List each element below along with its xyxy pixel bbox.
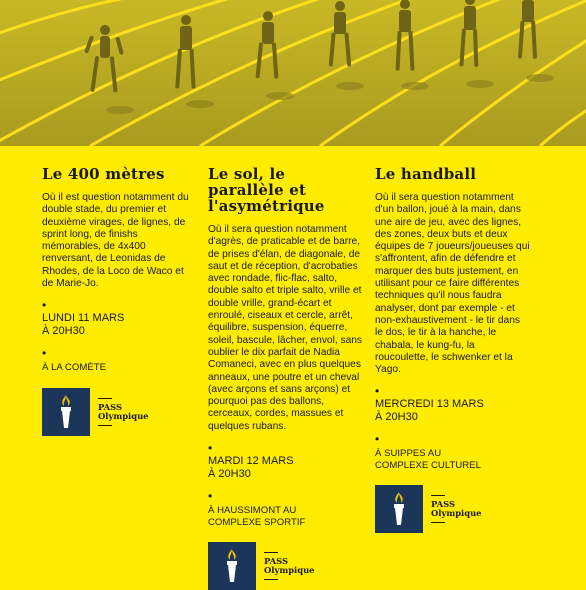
event-time: À 20H30	[375, 411, 418, 424]
event-description: Où il est question notamment du double stade, du premier et deuxième virages, de lignes, de sprint long, de finishs mémorables, de 4x400 renversant, de Leonidas de Rhodes, de la Loco de Waco et de Marie-Jo.	[42, 192, 189, 290]
event-title: Le 400 mètres	[42, 165, 165, 183]
event-column-gymnastics	[208, 166, 364, 590]
event-place: À LA COMÈTE	[42, 362, 106, 374]
event-title: Le sol, le parallèle et l'asymétrique	[208, 165, 325, 215]
event-column-handball	[375, 166, 530, 533]
bullet: •	[375, 384, 380, 399]
runners-photo-icon	[0, 0, 586, 146]
bullet: •	[42, 298, 47, 313]
event-place: À HAUSSIMONT AU COMPLEXE SPORTIF	[208, 505, 306, 528]
event-title: Le handball	[375, 165, 477, 183]
event-description: Où il sera question notamment d'un ballon, joué à la main, dans une aire de jeu, avec des lignes, des zones, deux buts et deux équipes de 7 joueurs/joueuses qui s'affrontent, afin de défendre et marquer des buts justement, en utilisant pour ce faire différentes techniques qu'il nous faudra analyser, dont par exemple - et non-exhaustivement - le tir dans le dos, le tir à la hanche, le chabala, le kung-fu, la roucoulette, le schwenker et la Yago.	[375, 192, 530, 376]
torch-icon	[208, 542, 256, 590]
event-column-400m	[42, 166, 196, 436]
hero-image	[0, 0, 586, 146]
pass-olympique-badge	[208, 542, 364, 590]
bullet: •	[42, 346, 47, 361]
event-description: Où il sera question notamment d'agrès, de praticable et de barre, de prises d'élan, de diagonale, de saut et de réception, d'acrobaties avec rondade, flic-flac, salto, double salto et triple salto, vrille et double vrille, grand-écart et enroulé, ciseaux et cercle, arrêt, équilibre, suspension, équerre, soleil, bascule, lâcher, envol, sans oublier le dix parfait de Nadia Comaneci, avec en plus quelques anneaux, une poutre et un cheval (avec arçons et sans arçons) et pourquoi pas des ballons, cerceaux, cordes, massues et quelques rubans.	[208, 224, 363, 432]
event-date: MARDI 12 MARS	[208, 455, 294, 468]
event-date: LUNDI 11 MARS	[42, 312, 125, 325]
bullet: •	[208, 489, 213, 504]
bullet: •	[375, 432, 380, 447]
pass-olympique-badge	[375, 485, 530, 533]
torch-icon	[42, 388, 90, 436]
event-time: À 20H30	[42, 325, 85, 338]
pass-label: PASS Olympique	[264, 552, 315, 580]
event-place: À SUIPPES AU COMPLEXE CULTUREL	[375, 448, 481, 471]
bullet: •	[208, 441, 213, 456]
event-time: À 20H30	[208, 468, 251, 481]
event-date: MERCREDI 13 MARS	[375, 398, 484, 411]
pass-label: PASS Olympique	[431, 495, 482, 523]
pass-label: PASS Olympique	[98, 398, 149, 426]
torch-icon	[375, 485, 423, 533]
pass-olympique-badge	[42, 388, 196, 436]
